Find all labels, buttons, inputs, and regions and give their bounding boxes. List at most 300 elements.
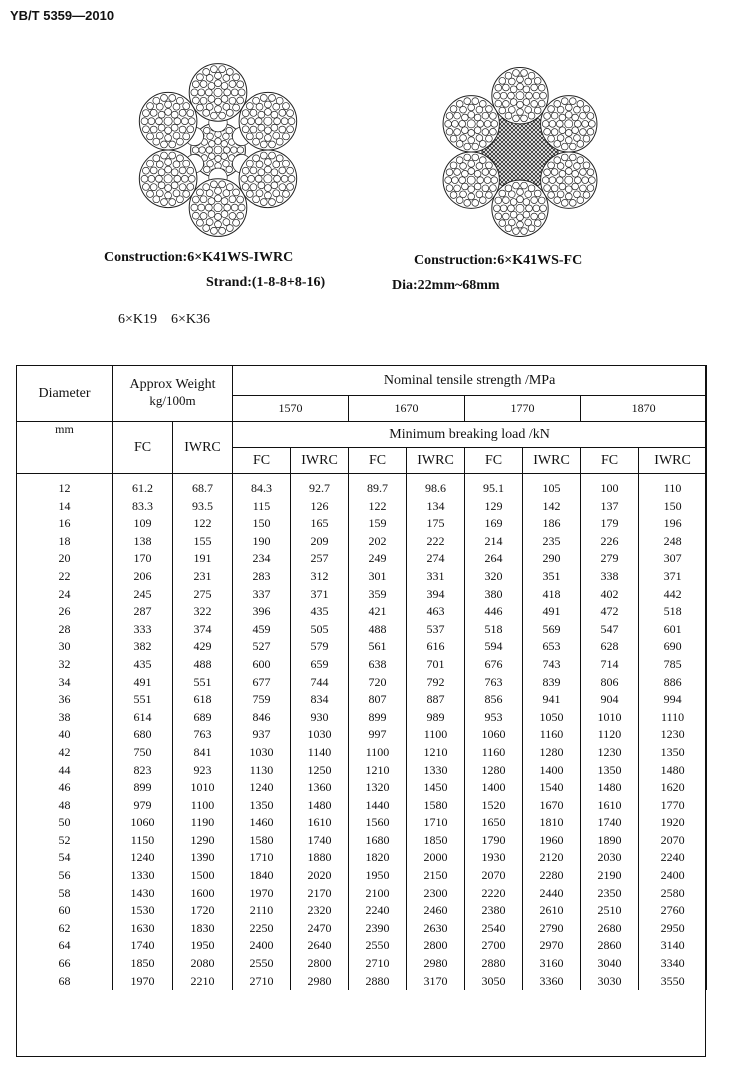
value-cell: 2700 — [465, 937, 523, 955]
value-cell: 442 — [639, 586, 707, 604]
table-row — [17, 762, 707, 780]
value-cell: 2510 — [581, 902, 639, 920]
value-cell: 1530 — [113, 902, 173, 920]
value-cell: 3360 — [523, 973, 581, 991]
value-cell: 1280 — [465, 762, 523, 780]
value-cell: 1540 — [523, 779, 581, 797]
table-row — [17, 867, 707, 885]
value-cell: 402 — [581, 586, 639, 604]
value-cell: 3030 — [581, 973, 639, 991]
value-cell: 338 — [581, 568, 639, 586]
value-cell: 2250 — [233, 920, 291, 938]
value-cell: 394 — [407, 586, 465, 604]
value-cell: 312 — [291, 568, 349, 586]
value-cell: 169 — [465, 515, 523, 533]
value-cell: 1010 — [173, 779, 233, 797]
left-construction-caption: Construction:6×K41WS-IWRC — [104, 250, 294, 265]
table-row — [17, 515, 707, 533]
value-cell: 1290 — [173, 832, 233, 850]
value-cell: 1630 — [113, 920, 173, 938]
value-cell: 841 — [173, 744, 233, 762]
value-cell: 2680 — [581, 920, 639, 938]
value-cell: 561 — [349, 638, 407, 656]
value-cell: 846 — [233, 709, 291, 727]
table-row — [17, 656, 707, 674]
value-cell: 129 — [465, 498, 523, 516]
value-cell: 677 — [233, 674, 291, 692]
col-fc-1570: FC — [233, 448, 291, 474]
value-cell: 763 — [465, 674, 523, 692]
table-row — [17, 550, 707, 568]
col-iwrc-1570: IWRC — [291, 448, 349, 474]
value-cell: 1160 — [465, 744, 523, 762]
value-cell: 720 — [349, 674, 407, 692]
value-cell: 1580 — [407, 797, 465, 815]
rope-cross-section-fc-icon — [432, 64, 608, 240]
value-cell: 1720 — [173, 902, 233, 920]
value-cell: 2020 — [291, 867, 349, 885]
value-cell: 359 — [349, 586, 407, 604]
value-cell: 170 — [113, 550, 173, 568]
diameter-cell: 38 — [17, 709, 113, 727]
value-cell: 435 — [291, 603, 349, 621]
value-cell: 3340 — [639, 955, 707, 973]
value-cell: 594 — [465, 638, 523, 656]
value-cell: 547 — [581, 621, 639, 639]
value-cell: 1400 — [523, 762, 581, 780]
value-cell: 264 — [465, 550, 523, 568]
value-cell: 175 — [407, 515, 465, 533]
table-row — [17, 849, 707, 867]
value-cell: 676 — [465, 656, 523, 674]
table-row — [17, 920, 707, 938]
value-cell: 202 — [349, 533, 407, 551]
value-cell: 1350 — [639, 744, 707, 762]
value-cell: 488 — [349, 621, 407, 639]
value-cell: 105 — [523, 474, 581, 498]
value-cell: 206 — [113, 568, 173, 586]
value-cell: 1160 — [523, 726, 581, 744]
value-cell: 1210 — [407, 744, 465, 762]
diameter-cell: 58 — [17, 885, 113, 903]
diameter-cell: 28 — [17, 621, 113, 639]
diameter-cell: 48 — [17, 797, 113, 815]
value-cell: 2790 — [523, 920, 581, 938]
value-cell: 421 — [349, 603, 407, 621]
value-cell: 159 — [349, 515, 407, 533]
value-cell: 2860 — [581, 937, 639, 955]
value-cell: 150 — [639, 498, 707, 516]
value-cell: 653 — [523, 638, 581, 656]
value-cell: 3050 — [465, 973, 523, 991]
value-cell: 1850 — [113, 955, 173, 973]
right-construction-caption: Construction:6×K41WS-FC — [414, 253, 583, 268]
value-cell: 234 — [233, 550, 291, 568]
value-cell: 1100 — [349, 744, 407, 762]
value-cell: 463 — [407, 603, 465, 621]
value-cell: 1480 — [639, 762, 707, 780]
value-cell: 380 — [465, 586, 523, 604]
value-cell: 1440 — [349, 797, 407, 815]
value-cell: 1950 — [349, 867, 407, 885]
value-cell: 2210 — [173, 973, 233, 991]
value-cell: 2470 — [291, 920, 349, 938]
value-cell: 2610 — [523, 902, 581, 920]
value-cell: 785 — [639, 656, 707, 674]
value-cell: 396 — [233, 603, 291, 621]
value-cell: 2350 — [581, 885, 639, 903]
value-cell: 2030 — [581, 849, 639, 867]
value-cell: 569 — [523, 621, 581, 639]
value-cell: 274 — [407, 550, 465, 568]
col-fc-1670: FC — [349, 448, 407, 474]
value-cell: 3170 — [407, 973, 465, 991]
value-cell: 459 — [233, 621, 291, 639]
value-cell: 2580 — [639, 885, 707, 903]
value-cell: 759 — [233, 691, 291, 709]
value-cell: 628 — [581, 638, 639, 656]
value-cell: 2240 — [639, 849, 707, 867]
value-cell: 371 — [291, 586, 349, 604]
value-cell: 142 — [523, 498, 581, 516]
value-cell: 1680 — [349, 832, 407, 850]
value-cell: 1740 — [291, 832, 349, 850]
value-cell: 1350 — [581, 762, 639, 780]
value-cell: 446 — [465, 603, 523, 621]
value-cell: 2320 — [291, 902, 349, 920]
table-row — [17, 498, 707, 516]
value-cell: 2240 — [349, 902, 407, 920]
value-cell: 2980 — [291, 973, 349, 991]
value-cell: 1970 — [113, 973, 173, 991]
value-cell: 1950 — [173, 937, 233, 955]
value-cell: 1030 — [233, 744, 291, 762]
value-cell: 333 — [113, 621, 173, 639]
nominal-strength-header: Nominal tensile strength /MPa — [233, 366, 707, 396]
value-cell: 714 — [581, 656, 639, 674]
value-cell: 904 — [581, 691, 639, 709]
value-cell: 551 — [113, 691, 173, 709]
value-cell: 1390 — [173, 849, 233, 867]
value-cell: 886 — [639, 674, 707, 692]
value-cell: 1840 — [233, 867, 291, 885]
value-cell: 84.3 — [233, 474, 291, 498]
value-cell: 701 — [407, 656, 465, 674]
value-cell: 2710 — [233, 973, 291, 991]
col-iwrc-1670: IWRC — [407, 448, 465, 474]
value-cell: 472 — [581, 603, 639, 621]
value-cell: 899 — [113, 779, 173, 797]
value-cell: 2120 — [523, 849, 581, 867]
table-row — [17, 814, 707, 832]
table-row — [17, 779, 707, 797]
value-cell: 1450 — [407, 779, 465, 797]
value-cell: 1830 — [173, 920, 233, 938]
value-cell: 89.7 — [349, 474, 407, 498]
col-iwrc-1770: IWRC — [523, 448, 581, 474]
left-strand-caption: Strand:(1-8-8+8-16) — [206, 275, 326, 290]
value-cell: 257 — [291, 550, 349, 568]
weight-iwrc-header: IWRC — [173, 422, 233, 474]
value-cell: 3160 — [523, 955, 581, 973]
grade-1670: 1670 — [349, 396, 465, 422]
value-cell: 941 — [523, 691, 581, 709]
value-cell: 351 — [523, 568, 581, 586]
value-cell: 551 — [173, 674, 233, 692]
value-cell: 2080 — [173, 955, 233, 973]
value-cell: 275 — [173, 586, 233, 604]
value-cell: 744 — [291, 674, 349, 692]
diameter-cell: 20 — [17, 550, 113, 568]
value-cell: 371 — [639, 568, 707, 586]
value-cell: 1460 — [233, 814, 291, 832]
value-cell: 186 — [523, 515, 581, 533]
table-row — [17, 832, 707, 850]
table-row — [17, 621, 707, 639]
value-cell: 1560 — [349, 814, 407, 832]
right-diameter-caption: Dia:22mm~68mm — [392, 278, 500, 293]
diameter-unit: mm — [17, 422, 113, 474]
value-cell: 1100 — [173, 797, 233, 815]
diameter-cell: 52 — [17, 832, 113, 850]
value-cell: 618 — [173, 691, 233, 709]
value-cell: 2550 — [233, 955, 291, 973]
value-cell: 2280 — [523, 867, 581, 885]
table-row — [17, 885, 707, 903]
value-cell: 1880 — [291, 849, 349, 867]
value-cell: 2070 — [639, 832, 707, 850]
value-cell: 923 — [173, 762, 233, 780]
value-cell: 2190 — [581, 867, 639, 885]
value-cell: 2170 — [291, 885, 349, 903]
diameter-cell: 68 — [17, 973, 113, 991]
value-cell: 1230 — [581, 744, 639, 762]
value-cell: 165 — [291, 515, 349, 533]
value-cell: 1100 — [407, 726, 465, 744]
value-cell: 435 — [113, 656, 173, 674]
value-cell: 2710 — [349, 955, 407, 973]
value-cell: 2950 — [639, 920, 707, 938]
value-cell: 100 — [581, 474, 639, 498]
table-row — [17, 955, 707, 973]
value-cell: 1120 — [581, 726, 639, 744]
diameter-cell: 46 — [17, 779, 113, 797]
value-cell: 2630 — [407, 920, 465, 938]
diameter-cell: 56 — [17, 867, 113, 885]
value-cell: 122 — [173, 515, 233, 533]
approx-weight-header: Approx Weight kg/100m — [113, 366, 233, 422]
value-cell: 320 — [465, 568, 523, 586]
value-cell: 1480 — [581, 779, 639, 797]
breaking-load-table-frame — [16, 365, 706, 1057]
breaking-load-table — [16, 365, 707, 990]
table-row — [17, 691, 707, 709]
value-cell: 2970 — [523, 937, 581, 955]
value-cell: 659 — [291, 656, 349, 674]
value-cell: 2980 — [407, 955, 465, 973]
table-body — [17, 474, 707, 991]
value-cell: 488 — [173, 656, 233, 674]
value-cell: 994 — [639, 691, 707, 709]
value-cell: 93.5 — [173, 498, 233, 516]
value-cell: 505 — [291, 621, 349, 639]
value-cell: 806 — [581, 674, 639, 692]
value-cell: 600 — [233, 656, 291, 674]
value-cell: 1930 — [465, 849, 523, 867]
value-cell: 1650 — [465, 814, 523, 832]
table-row — [17, 533, 707, 551]
value-cell: 527 — [233, 638, 291, 656]
value-cell: 601 — [639, 621, 707, 639]
value-cell: 518 — [639, 603, 707, 621]
value-cell: 214 — [465, 533, 523, 551]
value-cell: 680 — [113, 726, 173, 744]
value-cell: 179 — [581, 515, 639, 533]
value-cell: 83.3 — [113, 498, 173, 516]
value-cell: 429 — [173, 638, 233, 656]
value-cell: 68.7 — [173, 474, 233, 498]
value-cell: 937 — [233, 726, 291, 744]
value-cell: 235 — [523, 533, 581, 551]
value-cell: 763 — [173, 726, 233, 744]
value-cell: 1580 — [233, 832, 291, 850]
table-row — [17, 744, 707, 762]
value-cell: 834 — [291, 691, 349, 709]
value-cell: 1740 — [113, 937, 173, 955]
value-cell: 1850 — [407, 832, 465, 850]
value-cell: 1130 — [233, 762, 291, 780]
value-cell: 1480 — [291, 797, 349, 815]
table-row — [17, 937, 707, 955]
col-fc-1770: FC — [465, 448, 523, 474]
table-row — [17, 603, 707, 621]
value-cell: 1060 — [465, 726, 523, 744]
value-cell: 1890 — [581, 832, 639, 850]
value-cell: 3550 — [639, 973, 707, 991]
value-cell: 1500 — [173, 867, 233, 885]
value-cell: 930 — [291, 709, 349, 727]
value-cell: 126 — [291, 498, 349, 516]
value-cell: 226 — [581, 533, 639, 551]
value-cell: 2100 — [349, 885, 407, 903]
table-row — [17, 797, 707, 815]
value-cell: 2880 — [465, 955, 523, 973]
value-cell: 1280 — [523, 744, 581, 762]
diameter-cell: 12 — [17, 474, 113, 498]
value-cell: 491 — [113, 674, 173, 692]
value-cell: 1740 — [581, 814, 639, 832]
diameter-cell: 44 — [17, 762, 113, 780]
value-cell: 109 — [113, 515, 173, 533]
value-cell: 92.7 — [291, 474, 349, 498]
diameter-cell: 42 — [17, 744, 113, 762]
grade-1570: 1570 — [233, 396, 349, 422]
value-cell: 1360 — [291, 779, 349, 797]
value-cell: 2380 — [465, 902, 523, 920]
value-cell: 1330 — [407, 762, 465, 780]
value-cell: 382 — [113, 638, 173, 656]
value-cell: 322 — [173, 603, 233, 621]
value-cell: 953 — [465, 709, 523, 727]
col-iwrc-1870: IWRC — [639, 448, 707, 474]
breaking-load-header: Minimum breaking load /kN — [233, 422, 707, 448]
value-cell: 1520 — [465, 797, 523, 815]
value-cell: 2460 — [407, 902, 465, 920]
diameter-cell: 24 — [17, 586, 113, 604]
value-cell: 979 — [113, 797, 173, 815]
value-cell: 155 — [173, 533, 233, 551]
value-cell: 209 — [291, 533, 349, 551]
grade-1870: 1870 — [581, 396, 707, 422]
value-cell: 839 — [523, 674, 581, 692]
value-cell: 823 — [113, 762, 173, 780]
value-cell: 1230 — [639, 726, 707, 744]
value-cell: 3040 — [581, 955, 639, 973]
value-cell: 134 — [407, 498, 465, 516]
value-cell: 899 — [349, 709, 407, 727]
value-cell: 1920 — [639, 814, 707, 832]
table-row — [17, 586, 707, 604]
value-cell: 110 — [639, 474, 707, 498]
value-cell: 1250 — [291, 762, 349, 780]
value-cell: 690 — [639, 638, 707, 656]
value-cell: 997 — [349, 726, 407, 744]
table-row — [17, 973, 707, 991]
value-cell: 2540 — [465, 920, 523, 938]
value-cell: 279 — [581, 550, 639, 568]
value-cell: 1770 — [639, 797, 707, 815]
value-cell: 792 — [407, 674, 465, 692]
value-cell: 616 — [407, 638, 465, 656]
table-row — [17, 674, 707, 692]
value-cell: 1620 — [639, 779, 707, 797]
standard-number: YB/T 5359—2010 — [10, 8, 115, 23]
value-cell: 301 — [349, 568, 407, 586]
value-cell: 115 — [233, 498, 291, 516]
value-cell: 1320 — [349, 779, 407, 797]
diameter-cell: 36 — [17, 691, 113, 709]
value-cell: 989 — [407, 709, 465, 727]
value-cell: 1820 — [349, 849, 407, 867]
value-cell: 750 — [113, 744, 173, 762]
value-cell: 887 — [407, 691, 465, 709]
value-cell: 1430 — [113, 885, 173, 903]
value-cell: 2150 — [407, 867, 465, 885]
weight-fc-header: FC — [113, 422, 173, 474]
value-cell: 190 — [233, 533, 291, 551]
value-cell: 491 — [523, 603, 581, 621]
value-cell: 2400 — [233, 937, 291, 955]
value-cell: 1600 — [173, 885, 233, 903]
value-cell: 1150 — [113, 832, 173, 850]
value-cell: 1710 — [407, 814, 465, 832]
value-cell: 1010 — [581, 709, 639, 727]
diameter-cell: 40 — [17, 726, 113, 744]
diameter-cell: 60 — [17, 902, 113, 920]
value-cell: 307 — [639, 550, 707, 568]
value-cell: 856 — [465, 691, 523, 709]
value-cell: 743 — [523, 656, 581, 674]
value-cell: 638 — [349, 656, 407, 674]
value-cell: 95.1 — [465, 474, 523, 498]
value-cell: 137 — [581, 498, 639, 516]
value-cell: 138 — [113, 533, 173, 551]
value-cell: 1240 — [113, 849, 173, 867]
diameter-cell: 54 — [17, 849, 113, 867]
value-cell: 2800 — [407, 937, 465, 955]
value-cell: 61.2 — [113, 474, 173, 498]
value-cell: 807 — [349, 691, 407, 709]
